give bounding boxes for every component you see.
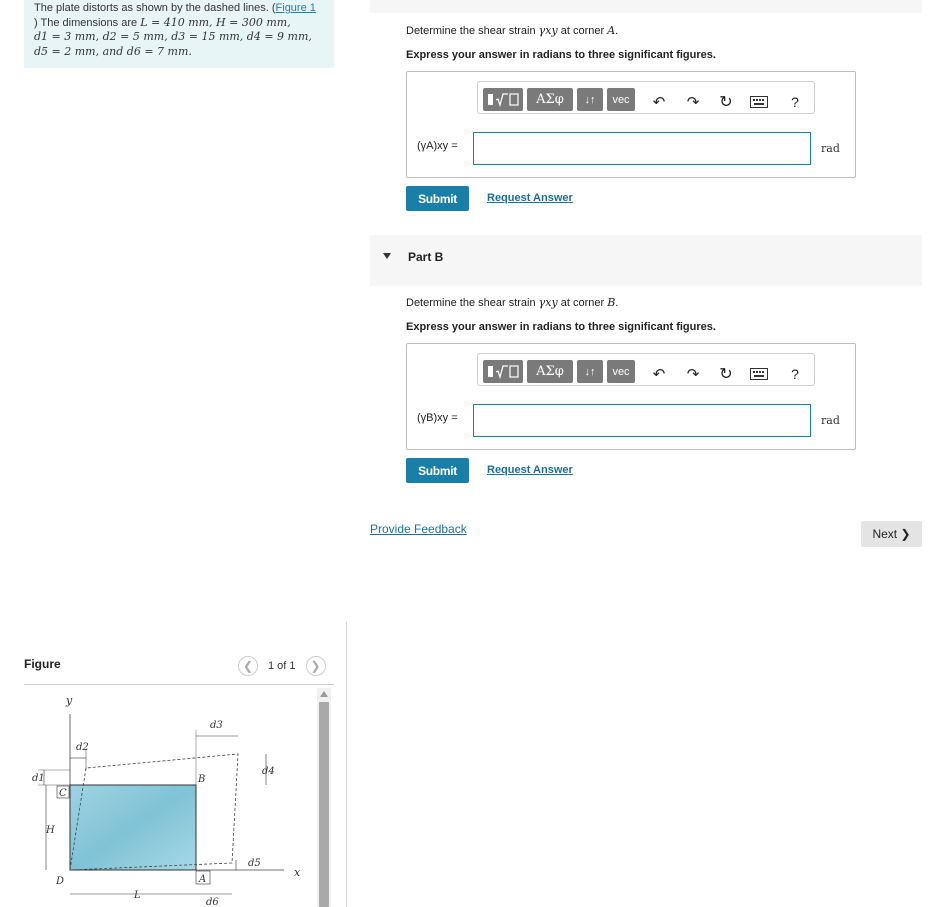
d1-label: d1: [32, 773, 45, 784]
h-label: H: [46, 825, 55, 836]
help-icon[interactable]: ?: [791, 366, 799, 382]
subscript-superscript-button[interactable]: ↓↑: [577, 360, 603, 383]
part-b-header[interactable]: [370, 235, 922, 286]
scroll-thumb[interactable]: [319, 702, 329, 907]
reset-icon[interactable]: ↻: [719, 366, 733, 383]
submit-button[interactable]: Submit: [406, 186, 469, 211]
caret-down-icon: [383, 253, 391, 259]
d3-label: d3: [210, 720, 223, 731]
corner-c-label: C: [59, 788, 67, 799]
problem-statement: [24, 0, 334, 68]
figure-scrollbar[interactable]: [317, 688, 331, 907]
unit-label: rad: [821, 142, 840, 155]
l-label: L: [134, 890, 141, 901]
unit-label: rad: [821, 414, 840, 427]
chevron-left-icon[interactable]: ❮: [238, 656, 258, 676]
redo-icon[interactable]: ↷: [686, 366, 700, 383]
part-a-express: Express your answer in radians to three significant figures.: [406, 49, 716, 61]
figure-link[interactable]: Figure 1: [275, 2, 316, 14]
d4-label: d4: [262, 766, 275, 777]
y-axis-label: y: [66, 694, 73, 707]
problem-line-4: d5 = 2 mm, and d6 = 7 mm.: [34, 44, 192, 58]
subscript-superscript-button[interactable]: ↓↑: [577, 88, 603, 111]
part-a-answer-panel: [406, 71, 856, 178]
d5-label: d5: [248, 858, 261, 869]
x-axis-label: x: [294, 866, 301, 879]
greek-symbols-button[interactable]: ΑΣφ: [527, 88, 573, 111]
d2-label: d2: [76, 742, 89, 753]
figure-page-count: 1 of 1: [268, 660, 296, 672]
part-b-instruction: Determine the shear strain γxy at corner B.: [406, 296, 619, 309]
chevron-right-icon[interactable]: ❯: [306, 656, 326, 676]
greek-symbols-button[interactable]: ΑΣφ: [527, 360, 573, 383]
reset-icon[interactable]: ↻: [719, 94, 733, 111]
next-button[interactable]: Next ❯: [861, 521, 922, 547]
math-toolbar: [477, 81, 815, 114]
answer-label: (γA)xy =: [417, 140, 458, 152]
help-icon[interactable]: ?: [791, 94, 799, 110]
vector-button[interactable]: vec: [607, 360, 635, 383]
figure-rule: [24, 684, 334, 685]
redo-icon[interactable]: ↷: [686, 94, 700, 111]
answer-label: (γB)xy =: [417, 412, 458, 424]
request-answer-link[interactable]: Request Answer: [487, 464, 573, 476]
plate: [70, 785, 196, 870]
submit-button[interactable]: Submit: [406, 458, 469, 483]
figure-title: Figure: [24, 657, 61, 671]
corner-b-label: B: [198, 774, 206, 785]
plate-figure: [24, 688, 314, 907]
vector-button[interactable]: vec: [607, 88, 635, 111]
problem-line-1: The plate distorts as shown by the dashed lines. (Figure 1: [34, 2, 316, 14]
keyboard-icon[interactable]: [750, 93, 768, 111]
scroll-up-icon[interactable]: [320, 691, 328, 697]
part-b-title: Part B: [408, 250, 444, 264]
dimension-values: L = 410 mm, H = 300 mm,: [140, 15, 291, 29]
part-a-header-remnant: [370, 0, 922, 13]
math-toolbar: [477, 353, 815, 386]
figure-nav: [238, 656, 326, 676]
corner-d-label: D: [56, 876, 65, 887]
answer-input[interactable]: [473, 404, 811, 437]
templates-button[interactable]: [483, 360, 523, 383]
problem-line-3: d1 = 3 mm, d2 = 5 mm, d3 = 15 mm, d4 = 9 mm,: [34, 30, 312, 43]
part-b-answer-panel: [406, 343, 856, 450]
provide-feedback-link[interactable]: Provide Feedback: [370, 522, 467, 536]
templates-button[interactable]: [483, 88, 523, 111]
panel-divider: [346, 622, 347, 907]
d6-label: d6: [206, 897, 219, 907]
undo-icon[interactable]: ↶: [652, 94, 666, 111]
part-a-instruction: Determine the shear strain γxy at corner A.: [406, 24, 619, 37]
keyboard-icon[interactable]: [750, 365, 768, 383]
corner-a-label: A: [199, 874, 207, 885]
part-b-express: Express your answer in radians to three significant figures.: [406, 321, 716, 333]
answer-input[interactable]: [473, 132, 811, 165]
undo-icon[interactable]: ↶: [652, 366, 666, 383]
problem-line-2: ) The dimensions are L = 410 mm, H = 300 mm,: [34, 15, 291, 29]
request-answer-link[interactable]: Request Answer: [487, 192, 573, 204]
